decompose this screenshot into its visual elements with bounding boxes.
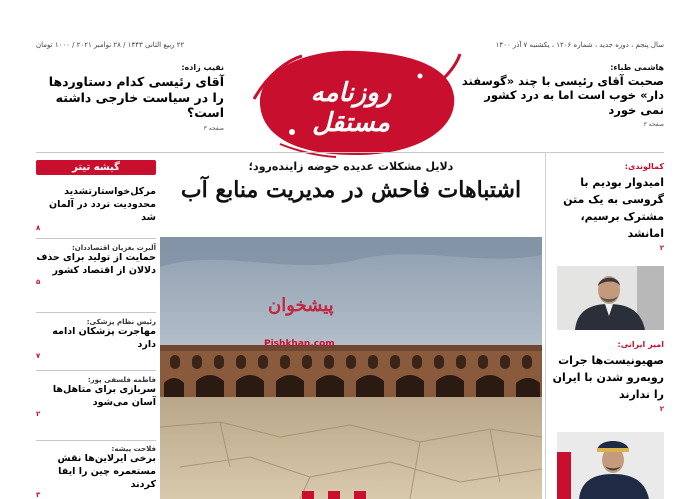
sidebar-kicker: فاطمه فلسفی پور:: [87, 376, 156, 384]
sidebar-headline: مرکل‌خواستارتشدید محدودیت تردد در آلمان شد: [49, 186, 156, 223]
right-story-1[interactable]: [549, 162, 664, 252]
issue-dateline: سال پنجم ، دوره جدید ، شماره ۱۲۰۶ ، یکشنبه ۷ آذر ۱۴۰۰: [495, 41, 664, 49]
portrait-photo-2: [557, 432, 664, 499]
sidebar-divider: [36, 370, 156, 371]
sidebar-kicker: رئیس نظام پزشکی:: [86, 318, 156, 326]
story-headline: صحبت آقای رئیسی با چند «گوسفند دار» خوب است اما به درد کشور نمی خورد: [461, 74, 664, 117]
watermark-logo: پیشخوان: [268, 295, 334, 316]
story-kicker: هاشمی طباء:: [610, 63, 664, 72]
sidebar-headline: حمایت از تولید برای حذف دلالان از اقتصاد کشور: [36, 252, 156, 276]
sidebar-divider: [36, 238, 156, 239]
sidebar-item[interactable]: [36, 376, 156, 418]
section-divider: [36, 152, 664, 153]
main-subtitle: دلایل مشکلات عدیده حوضه زاینده‌رود؛: [248, 160, 454, 173]
logo-text: روزنامه مستقل: [310, 78, 392, 138]
main-story-heading[interactable]: [160, 160, 542, 203]
sidebar-item[interactable]: [36, 318, 156, 360]
story-headline: امیدوار بودیم با گروسی به یک متن مشترک برسیم، امانشد: [563, 176, 664, 241]
page-ref: ۷: [36, 351, 41, 360]
page-ref: صفحه ۳: [643, 121, 664, 129]
page-ref: ۳: [36, 491, 41, 499]
hijri-date-price: ۲۲ ربیع الثانی ۱۴۴۳ / ۲۸ نوامبر ۲۰۲۱ / ۱۰۰۰ تومان: [36, 41, 185, 49]
sidebar-headlines: [36, 160, 156, 499]
page-ref: ۲: [659, 405, 664, 414]
sidebar-kicker: آلبرت بغزیان اقتصاددان:: [71, 244, 156, 252]
page-ref: ۵: [36, 277, 41, 286]
main-headline: اشتباهات فاحش در مدیریت منابع آب: [180, 177, 522, 203]
page-ref: ۲: [36, 409, 41, 418]
top-left-story[interactable]: [36, 63, 224, 132]
right-story-2[interactable]: [549, 340, 664, 413]
sidebar-kicker: فلاحت پیشه:: [111, 445, 156, 453]
main-photo: [160, 237, 542, 499]
page-ref: ۸: [36, 224, 41, 233]
page-ref: صفحه ۳: [203, 124, 224, 132]
sidebar-divider: [36, 312, 156, 313]
masthead-logo: [240, 44, 462, 159]
portrait-photo-1: [557, 266, 664, 330]
story-headline: آقای رئیسی کدام دستاوردها را در سیاست خارجی داشته است؟: [48, 74, 224, 121]
sidebar-item[interactable]: [36, 445, 156, 499]
column-divider: [545, 152, 546, 499]
sidebar-headline: برخی ایرلاین‌ها نقش مستعمره چین را ایفا کردند: [57, 453, 156, 490]
story-headline: صهیونیست‌ها جرات روبه‌رو شدن با ایران را ندارند: [552, 354, 664, 402]
story-kicker: کمالوندی:: [624, 162, 664, 171]
story-kicker: امیر ایرانی:: [617, 340, 664, 349]
sidebar-item[interactable]: [36, 244, 156, 286]
sidebar-divider: [36, 440, 156, 441]
sidebar-headline: سربازی برای متاهل‌ها آسان می‌شود: [52, 384, 156, 408]
story-kicker: نقیب زاده:: [181, 63, 224, 72]
sidebar-item[interactable]: [36, 186, 156, 232]
watermark-url: Pishkhan.com: [264, 339, 335, 349]
page-ref: ۲: [659, 244, 664, 253]
sidebar-title: گیشه تیتر: [36, 160, 156, 175]
sidebar-headline: مهاجرت پزشکان ادامه دارد: [52, 326, 156, 350]
top-right-story[interactable]: [459, 63, 664, 128]
